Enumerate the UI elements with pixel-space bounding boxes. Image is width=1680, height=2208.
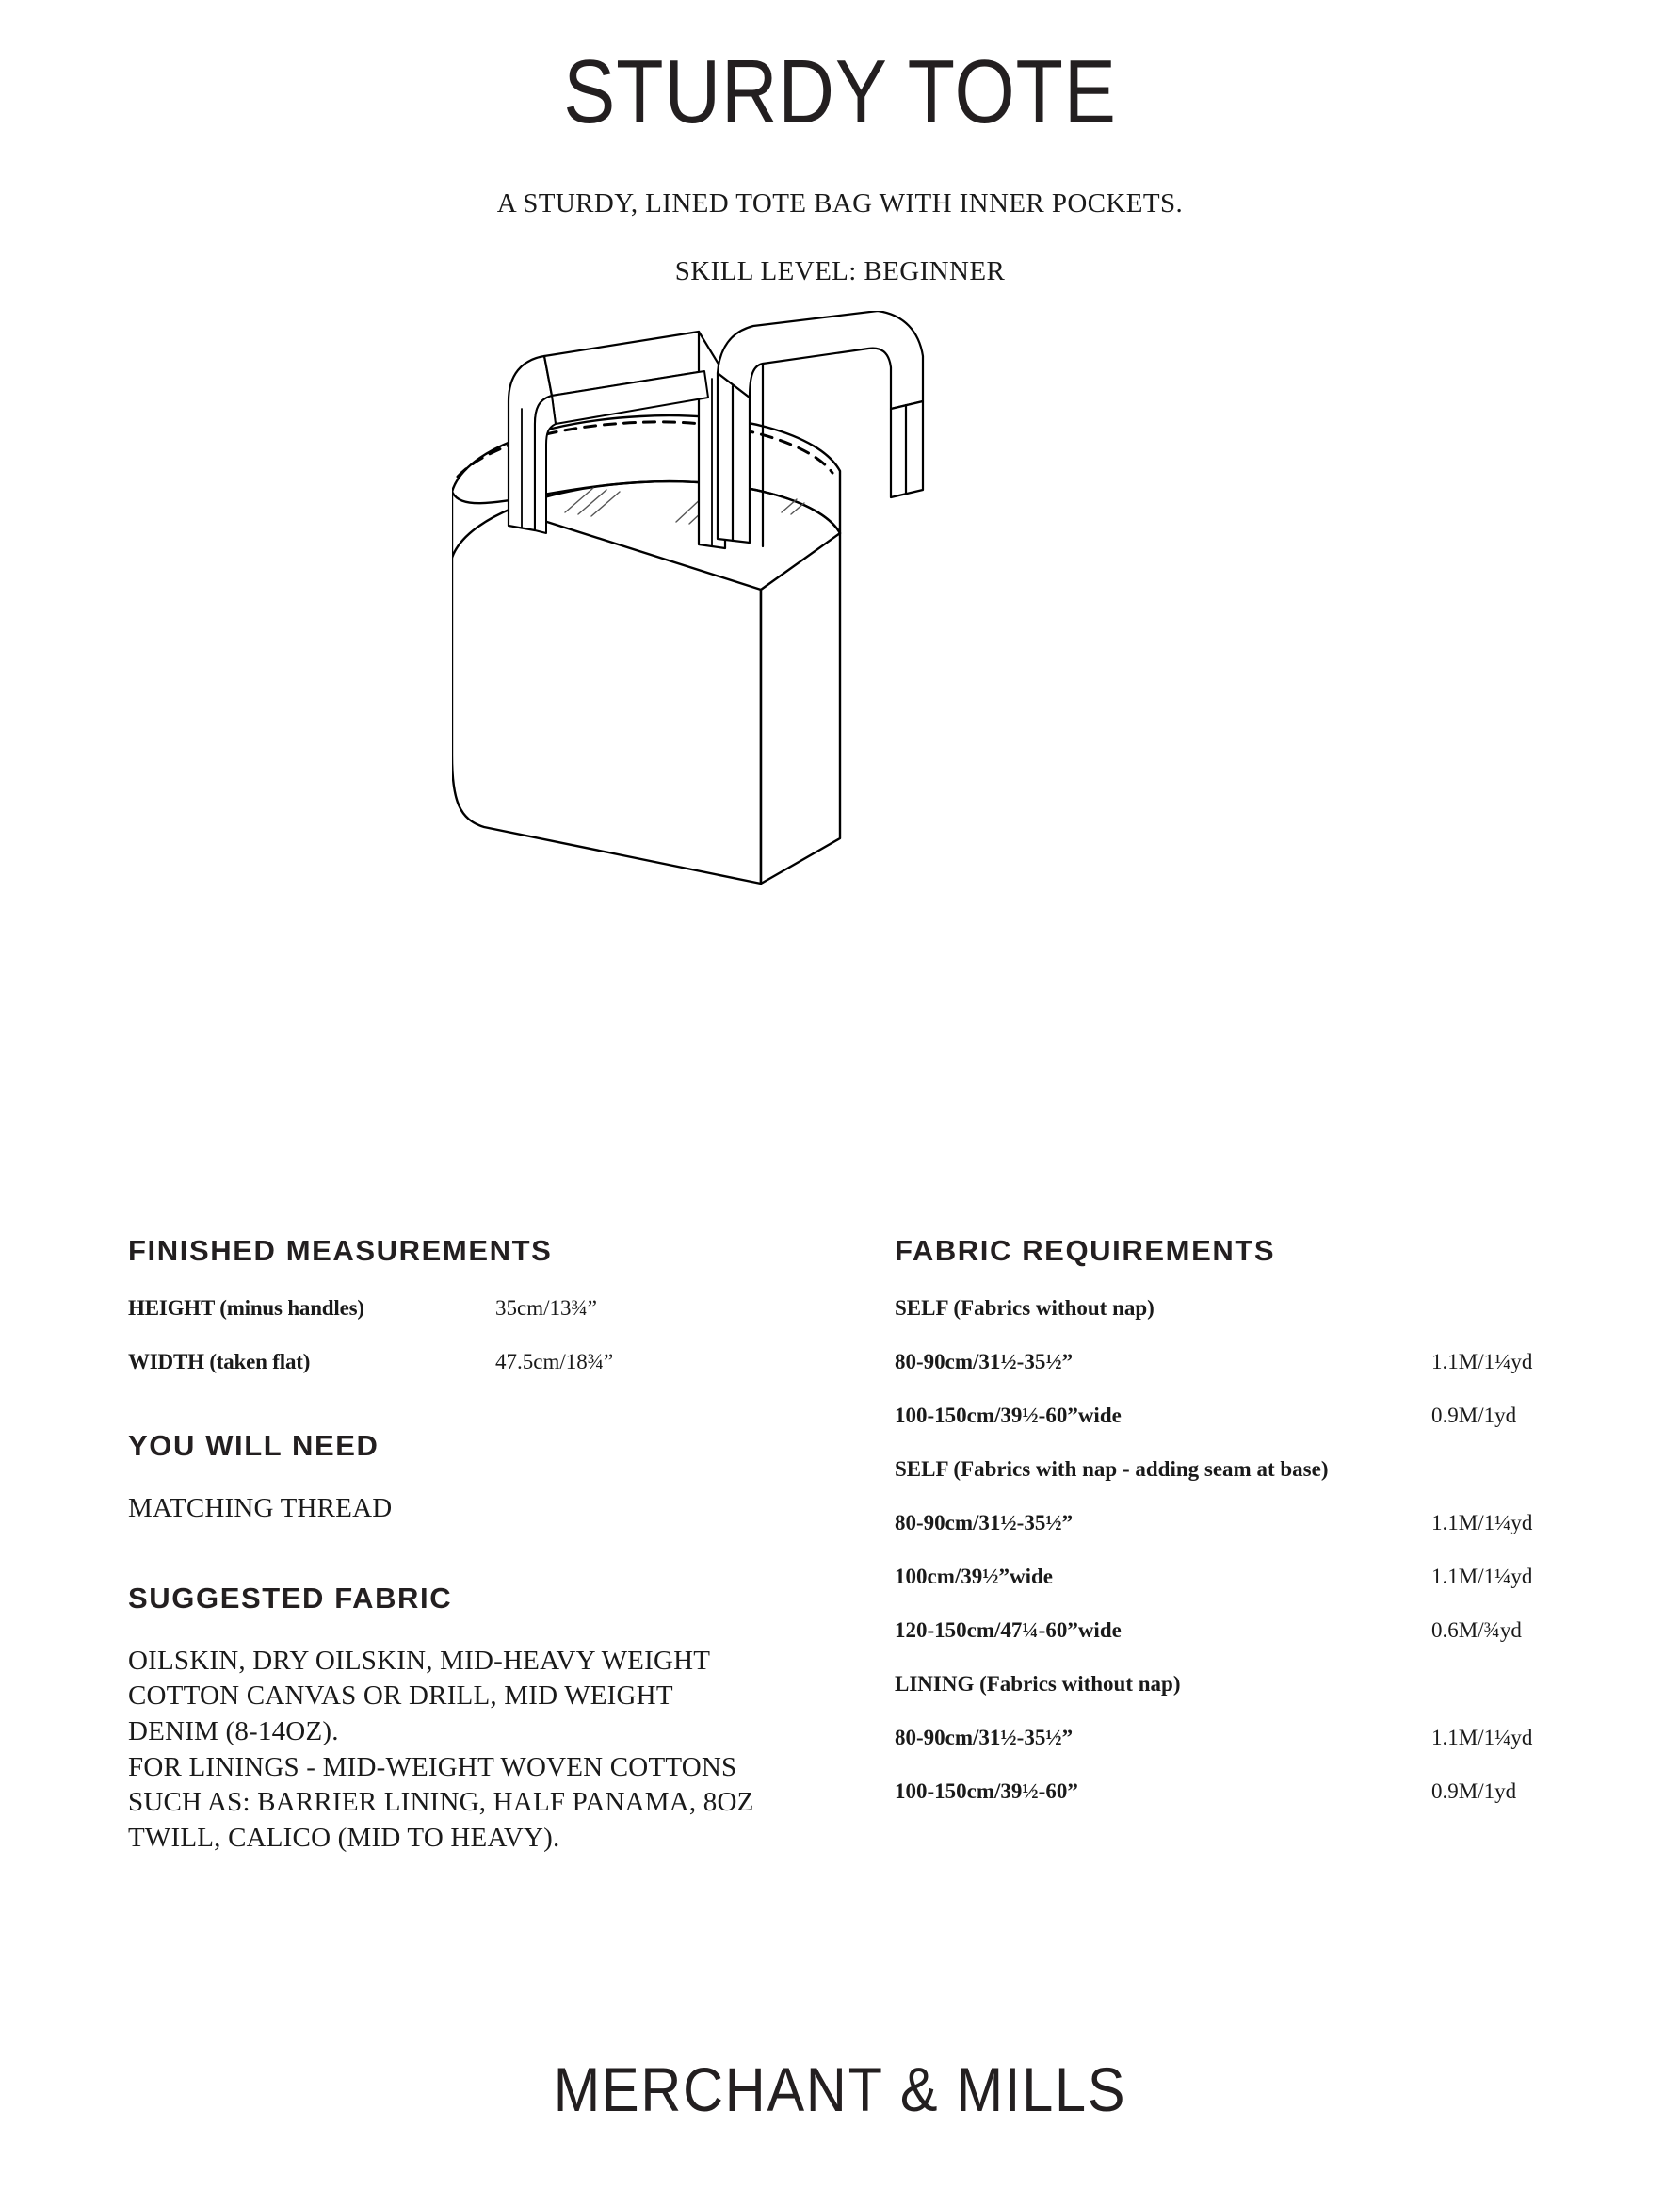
requirement-row <box>895 1565 1554 1589</box>
tote-bag-illustration <box>452 311 1243 895</box>
requirement-value: 1.1M/1¼yd <box>1431 1350 1533 1373</box>
requirement-row <box>895 1618 1554 1643</box>
fabric-requirements-heading: FABRIC REQUIREMENTS <box>895 1234 1276 1267</box>
finished-measurements-heading: FINISHED MEASUREMENTS <box>128 1234 553 1267</box>
page-subtitle: A STURDY, LINED TOTE BAG WITH INNER POCKETS. <box>496 188 1184 219</box>
right-column <box>895 1234 1554 1833</box>
suggested-fabric-line: SUCH AS: BARRIER LINING, HALF PANAMA, 8OZ <box>128 1787 754 1818</box>
skill-level-text: SKILL LEVEL: BEGINNER <box>674 256 1006 286</box>
measurement-label: HEIGHT (minus handles) <box>128 1296 364 1320</box>
requirement-group-title: LINING (Fabrics without nap) <box>895 1672 1181 1696</box>
measurement-row <box>128 1296 806 1321</box>
bag-body-outline <box>452 492 840 884</box>
you-will-need-item: MATCHING THREAD <box>128 1493 393 1523</box>
requirement-label: 100-150cm/39½-60” <box>895 1779 1078 1803</box>
requirement-value: 0.9M/1yd <box>1431 1779 1517 1803</box>
measurement-label: WIDTH (taken flat) <box>128 1350 311 1373</box>
suggested-fabric-text <box>128 1644 806 1857</box>
requirement-value: 1.1M/1¼yd <box>1431 1565 1533 1588</box>
requirement-value: 0.9M/1yd <box>1431 1404 1517 1427</box>
you-will-need-heading: YOU WILL NEED <box>128 1429 380 1462</box>
requirement-label: 80-90cm/31½-35½” <box>895 1726 1074 1749</box>
requirement-label: 100-150cm/39½-60”wide <box>895 1404 1122 1427</box>
requirement-row <box>895 1404 1554 1428</box>
requirement-row <box>895 1350 1554 1374</box>
requirement-label: 80-90cm/31½-35½” <box>895 1511 1074 1534</box>
requirement-label: 80-90cm/31½-35½” <box>895 1350 1074 1373</box>
measurement-row <box>128 1350 806 1374</box>
requirement-label: 120-150cm/47¼-60”wide <box>895 1618 1122 1642</box>
requirement-label: 100cm/39½”wide <box>895 1565 1054 1588</box>
suggested-fabric-heading: SUGGESTED FABRIC <box>128 1581 453 1615</box>
requirement-value: 0.6M/¾yd <box>1431 1618 1522 1642</box>
measurement-value: 47.5cm/18¾” <box>495 1350 614 1373</box>
requirement-group-title: SELF (Fabrics without nap) <box>895 1296 1155 1320</box>
requirement-row <box>895 1511 1554 1535</box>
suggested-fabric-line: FOR LININGS - MID-WEIGHT WOVEN COTTONS <box>128 1751 737 1782</box>
suggested-fabric-line: TWILL, CALICO (MID TO HEAVY). <box>128 1823 560 1854</box>
requirement-value: 1.1M/1¼yd <box>1431 1511 1533 1534</box>
requirement-group-title: SELF (Fabrics with nap - adding seam at base) <box>895 1457 1329 1481</box>
requirement-row <box>895 1779 1554 1804</box>
suggested-fabric-line: COTTON CANVAS OR DRILL, MID WEIGHT <box>128 1680 673 1712</box>
left-column <box>128 1234 806 1857</box>
requirement-value: 1.1M/1¼yd <box>1431 1726 1533 1749</box>
suggested-fabric-line: DENIM (8-14OZ). <box>128 1716 339 1747</box>
page-title: STURDY TOTE <box>563 41 1117 142</box>
suggested-fabric-line: OILSKIN, DRY OILSKIN, MID-HEAVY WEIGHT <box>128 1645 711 1676</box>
measurement-value: 35cm/13¾” <box>495 1296 597 1320</box>
requirement-row <box>895 1726 1554 1750</box>
brand-logo: MERCHANT & MILLS <box>553 2054 1127 2124</box>
